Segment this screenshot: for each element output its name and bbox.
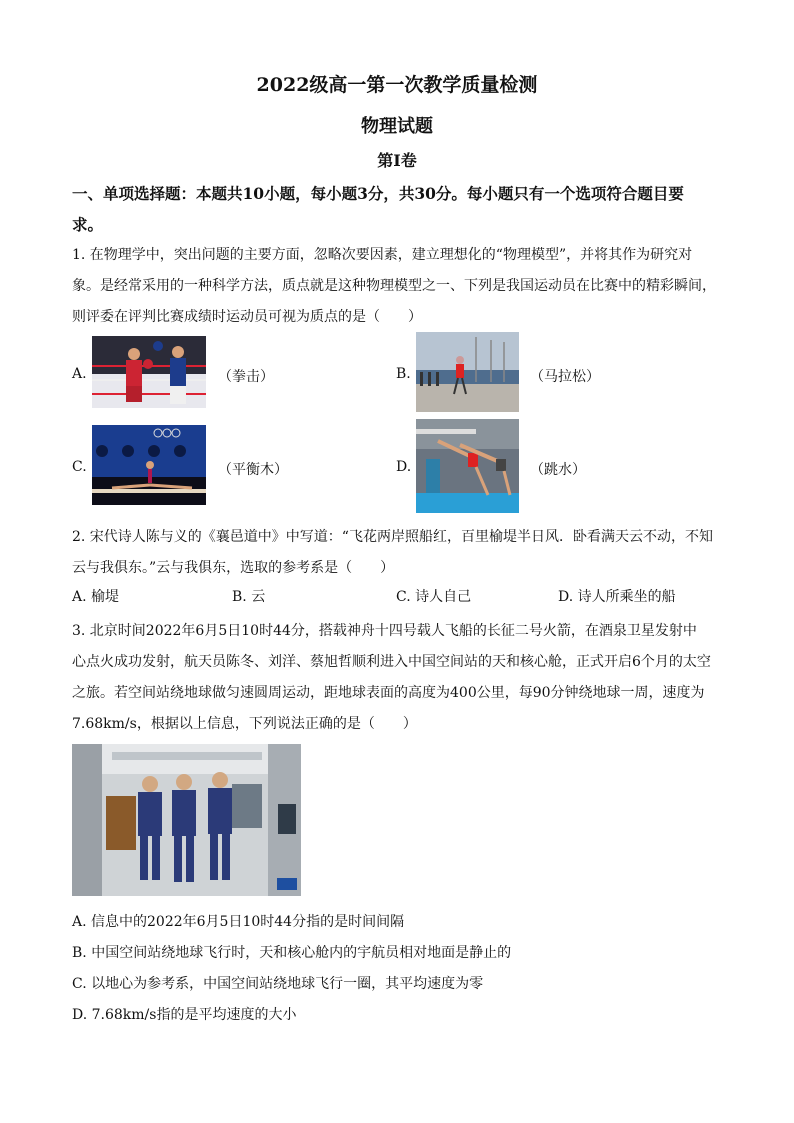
q3-line4: 7.68km/s，根据以上信息，下列说法正确的是（ ） bbox=[72, 716, 417, 732]
q2-option-d[interactable]: D. 诗人所乘坐的船 bbox=[558, 589, 676, 605]
q1-line2: 象。是经常采用的一种科学方法，质点就是这种物理模型之一、下列是我国运动员在比赛中的精彩瞬间， bbox=[72, 278, 716, 294]
q3-line3: 之旅。若空间站绕地球做匀速圆周运动，距地球表面的高度为400公里，每90分钟绕地球一周，速度为 bbox=[72, 685, 705, 701]
q1-option-c-caption: （平衡木） bbox=[218, 462, 288, 478]
q1-option-b-letter[interactable]: B. bbox=[396, 366, 411, 382]
q1-line3: 则评委在评判比赛成绩时运动员可视为质点的是（ ） bbox=[72, 309, 422, 325]
space-station-image bbox=[72, 744, 301, 896]
q3-line2: 心点火成功发射，航天员陈冬、刘洋、蔡旭哲顺利进入中国空间站的天和核心舱，正式开启6个月的太空 bbox=[72, 654, 711, 670]
q3-option-d[interactable]: D. 7.68km/s指的是平均速度的大小 bbox=[72, 1007, 297, 1023]
q1-option-b-caption: （马拉松） bbox=[530, 369, 600, 385]
volume-title: 第I卷 bbox=[377, 151, 417, 170]
section-heading: 一、单项选择题：本题共10小题，每小题3分，共30分。每小题只有一个选项符合题目要 求。 bbox=[72, 184, 684, 234]
q3-option-b[interactable]: B. 中国空间站绕地球飞行时，天和核心舱内的宇航员相对地面是静止的 bbox=[72, 945, 512, 961]
q2-option-a[interactable]: A. 榆堤 bbox=[72, 589, 120, 605]
q1-option-a-caption: （拳击） bbox=[218, 369, 274, 385]
q3-line1: 3. 北京时间2022年6月5日10时44分，搭载神舟十四号载人飞船的长征二号火箭，在酒泉卫星发射中 bbox=[72, 623, 697, 639]
q2-option-c[interactable]: C. 诗人自己 bbox=[396, 589, 472, 605]
diving-image bbox=[416, 419, 519, 513]
q3-option-c[interactable]: C. 以地心为参考系，中国空间站绕地球飞行一圈，其平均速度为零 bbox=[72, 976, 484, 992]
exam-title: 2022级高一第一次教学质量检测 bbox=[256, 74, 538, 96]
q3-option-a[interactable]: A. 信息中的2022年6月5日10时44分指的是时间间隔 bbox=[72, 914, 405, 930]
q1-option-d-letter[interactable]: D. bbox=[396, 459, 412, 475]
q1-line1: 1. 在物理学中，突出问题的主要方面，忽略次要因素，建立理想化的“物理模型”，并将其作为研究对 bbox=[72, 247, 693, 263]
q1-option-c-letter[interactable]: C. bbox=[72, 459, 87, 475]
balance-beam-image bbox=[92, 425, 206, 505]
marathon-image bbox=[416, 332, 519, 412]
q2-option-b[interactable]: B. 云 bbox=[232, 589, 266, 605]
q1-option-a-letter[interactable]: A. bbox=[72, 366, 87, 382]
subject-title: 物理试题 bbox=[361, 116, 433, 137]
q1-option-d-caption: （跳水） bbox=[530, 462, 586, 478]
q2-line1: 2. 宋代诗人陈与义的《襄邑道中》中写道：“飞花两岸照船红，百里榆堤半日风．卧看满天云不动，不知 bbox=[72, 529, 713, 545]
boxing-image bbox=[92, 336, 206, 408]
q2-line2: 云与我俱东。”云与我俱东，选取的参考系是（ ） bbox=[72, 560, 395, 576]
